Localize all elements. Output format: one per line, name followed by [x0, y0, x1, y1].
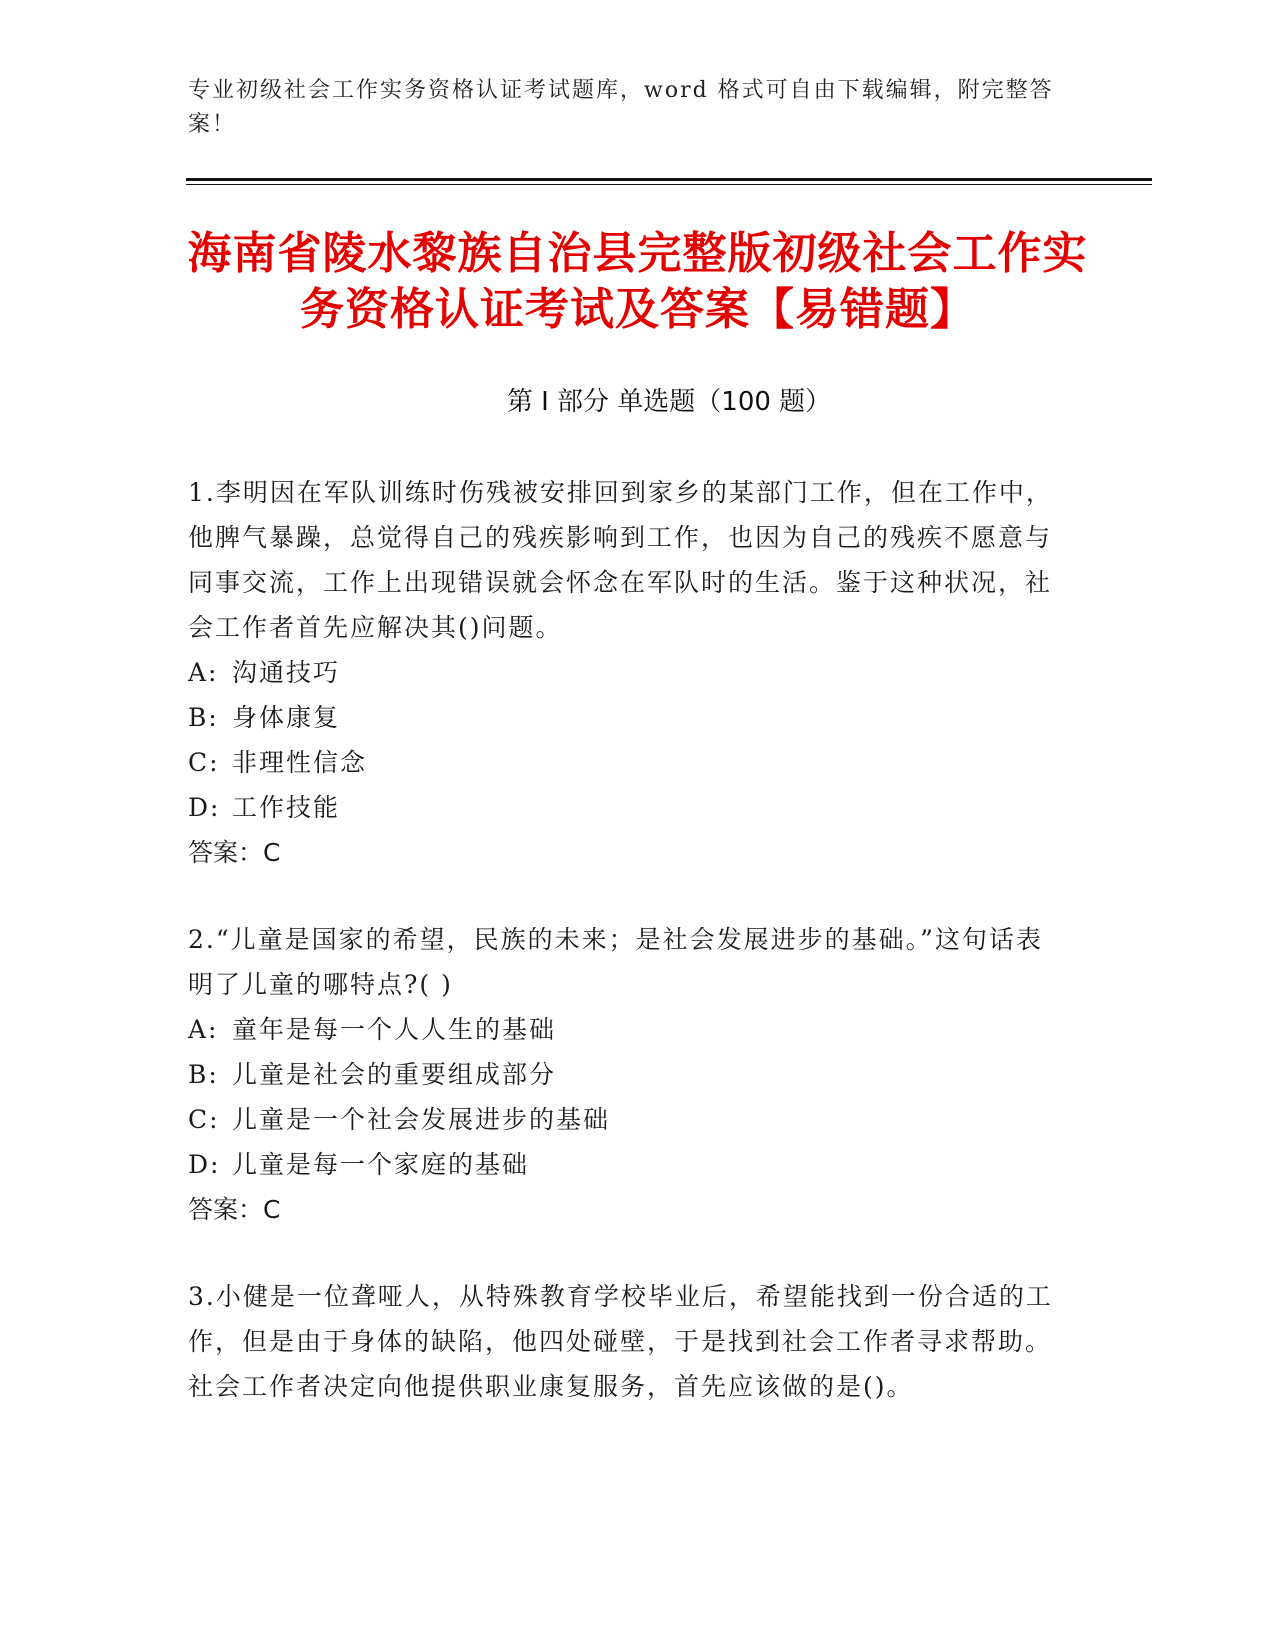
option-text: 儿童是一个社会发展进步的基础	[232, 1105, 611, 1134]
option-d	[188, 1142, 1068, 1187]
option-label: D:	[188, 1150, 221, 1179]
question-text: 2.“儿童是国家的希望，民族的未来；是社会发展进步的基础。”这句话表明了儿童的哪特点?( )	[188, 925, 1043, 999]
header-divider-thin	[186, 184, 1152, 185]
option-label: D:	[188, 793, 221, 822]
option-text: 工作技能	[232, 793, 341, 822]
option-label: A:	[188, 1015, 219, 1044]
question-text: 3.小健是一位聋哑人，从特殊教育学校毕业后，希望能找到一份合适的工作，但是由于身体的缺陷，他四处碰壁，于是找到社会工作者寻求帮助。社会工作者决定向他提供职业康复服务，首先应该做的是()。	[188, 1282, 1053, 1401]
header-note: 专业初级社会工作实务资格认证考试题库，word 格式可自由下载编辑，附完整答案！	[188, 78, 1054, 137]
option-a	[188, 1007, 1068, 1052]
answer: 答案：C	[188, 838, 281, 867]
option-text: 身体康复	[232, 703, 341, 732]
section-title: 第 I 部分 单选题（100 题）	[506, 387, 832, 417]
question-2	[188, 917, 1068, 1232]
option-b	[188, 1052, 1068, 1097]
answer: 答案：C	[188, 1195, 281, 1224]
option-label: B:	[188, 703, 219, 732]
option-label: C:	[188, 748, 220, 777]
option-a	[188, 650, 1068, 695]
option-label: B:	[188, 1060, 219, 1089]
option-text: 童年是每一个人人生的基础	[232, 1015, 557, 1044]
option-text: 儿童是每一个家庭的基础	[232, 1150, 530, 1179]
option-text: 非理性信念	[232, 748, 368, 777]
option-d	[188, 785, 1068, 830]
option-c	[188, 740, 1068, 785]
document-title: 海南省陵水黎族自治县完整版初级社会工作实务资格认证考试及答案【易错题】	[187, 228, 1088, 335]
question-3	[188, 1274, 1068, 1409]
option-label: C:	[188, 1105, 220, 1134]
question-1	[188, 470, 1068, 875]
option-text: 儿童是社会的重要组成部分	[232, 1060, 557, 1089]
option-text: 沟通技巧	[232, 658, 341, 687]
option-label: A:	[188, 658, 219, 687]
header-divider-thick	[186, 178, 1152, 181]
question-list	[188, 470, 1068, 1451]
question-text: 1.李明因在军队训练时伤残被安排回到家乡的某部门工作，但在工作中，他脾气暴躁，总觉得自己的残疾影响到工作，也因为自己的残疾不愿意与同事交流，工作上出现错误就会怀念在军队时的生活。鉴于这种状况，社会工作者首先应解决其()问题。	[188, 478, 1053, 642]
option-c	[188, 1097, 1068, 1142]
option-b	[188, 695, 1068, 740]
